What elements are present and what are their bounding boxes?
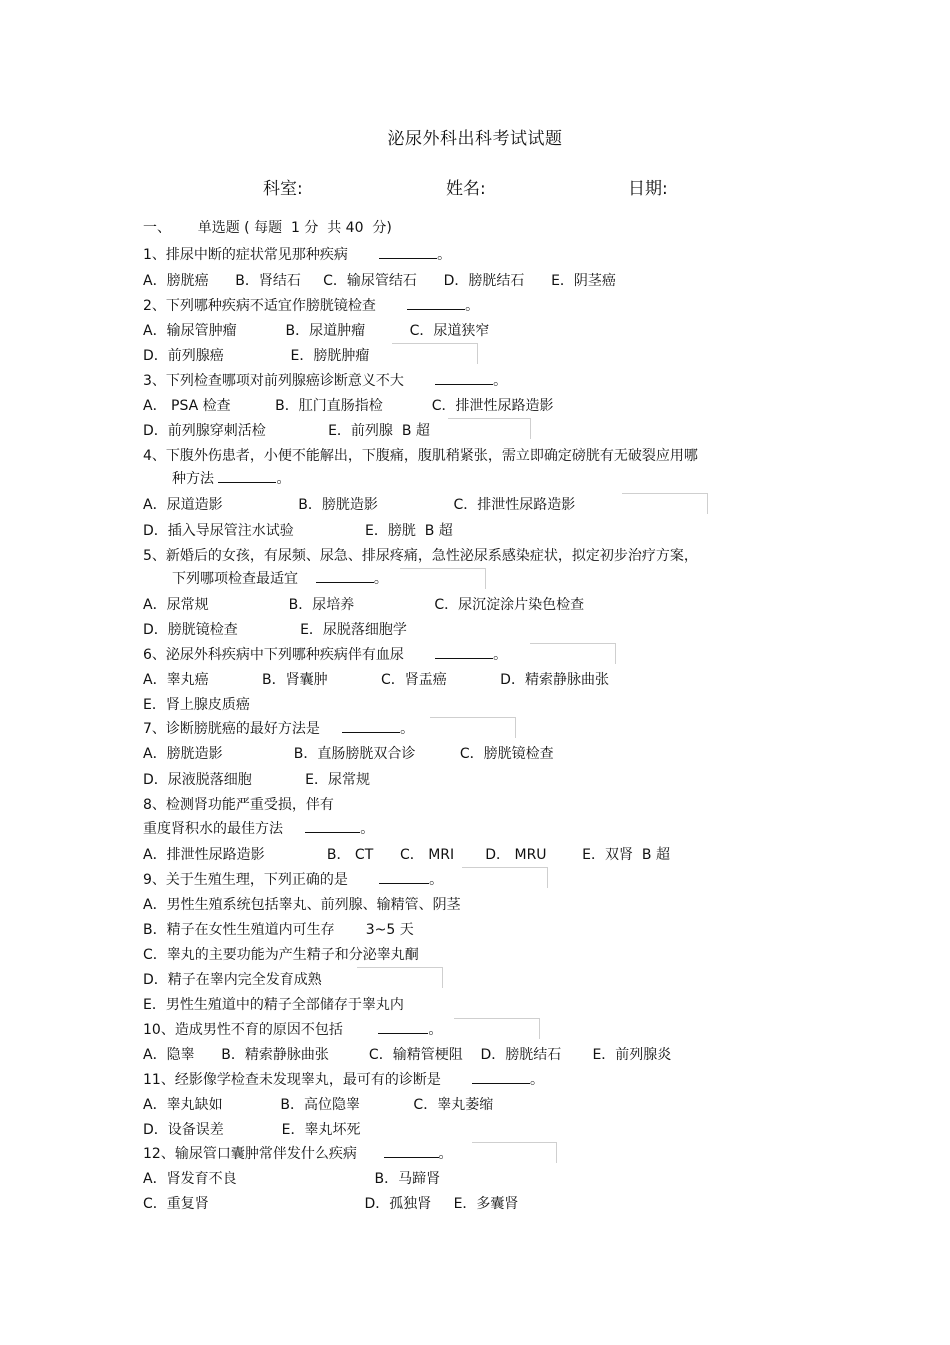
options-6a: A．睾丸癌 B．肾囊肿 C．肾盂癌 D．精索静脉曲张 [143,672,609,688]
answer-box [400,568,486,589]
question-7: 7、诊断膀胱癌的最好方法是 。 [143,721,415,737]
answer-blank [435,646,493,659]
options-12a: A．肾发育不良 B．马蹄肾 [143,1171,441,1187]
question-11: 11、经影像学检查未发现睾丸，最可有的诊断是 。 [143,1072,544,1088]
options-5b: D．膀胱镜检查 E．尿脱落细胞学 [143,622,407,638]
answer-box [462,867,548,888]
options-4b: D．插入导尿管注水试验 E．膀胱 B 超 [143,523,453,539]
question-9: 9、关于生殖生理，下列正确的是 。 [143,872,444,888]
answer-blank [378,1021,428,1034]
answer-blank [379,871,429,884]
question-5: 5、新婚后的女孩，有尿频、尿急、排尿疼痛，急性泌尿系感染症状，拟定初步治疗方案， [143,548,698,564]
question-12: 12、输尿管口囊肿常伴发什么疾病 。 [143,1146,453,1162]
dept-label: 科室: [263,179,303,199]
options-11b: D．设备误差 E．睾丸坏死 [143,1122,361,1138]
options-3a: A． PSA 检查 B．肛门直肠指检 C．排泄性尿路造影 [143,398,554,414]
answer-blank [218,470,276,483]
options-1: A．膀胱癌 B．肾结石 C．输尿管结石 D．膀胱结石 E．阴茎癌 [143,273,616,289]
options-2a: A．输尿管肿瘤 B．尿道肿瘤 C．尿道狭窄 [143,323,490,339]
options-11a: A．睾丸缺如 B．高位隐睾 C．睾丸萎缩 [143,1097,494,1113]
name-label: 姓名: [446,179,486,199]
option-9c: C．睾丸的主要功能为产生精子和分泌睾丸酮 [143,947,419,963]
answer-blank [435,372,493,385]
answer-blank [342,720,400,733]
question-6: 6、泌尿外科疾病中下列哪种疾病伴有血尿 。 [143,647,508,663]
answer-box [392,343,478,364]
question-2: 2、下列哪种疾病不适宜作膀胱镜检查 。 [143,298,480,314]
answer-box [454,1018,540,1039]
option-9e: E．男性生殖道中的精子全部储存于睾丸内 [143,997,404,1013]
options-7a: A．膀胱造影 B．直肠膀胱双合诊 C．膀胱镜检查 [143,746,554,762]
options-12b: C．重复肾 D．孤独肾 E．多囊肾 [143,1196,519,1212]
options-7b: D．尿液脱落细胞 E．尿常规 [143,772,371,788]
question-10: 10、造成男性不育的原因不包括 。 [143,1022,443,1038]
question-4-cont: 种方法 。 [172,471,291,487]
question-8: 8、检测肾功能严重受损，伴有 [143,797,334,813]
question-8-cont: 重度肾积水的最佳方法 。 [143,821,375,837]
answer-blank [472,1071,530,1084]
answer-box [448,418,531,439]
page-title: 泌尿外科出科考试试题 [387,129,563,149]
answer-blank [384,1145,439,1158]
answer-box [357,967,443,988]
options-5a: A．尿常规 B．尿培养 C．尿沉淀涂片染色检查 [143,597,585,613]
answer-box [430,717,516,738]
question-1: 1、排尿中断的症状常见那种疾病 。 [143,247,452,263]
question-5-cont: 下列哪项检查最适宜 。 [172,571,388,587]
options-6b: E．肾上腺皮质癌 [143,697,250,713]
answer-box [530,643,616,664]
date-label: 日期: [628,179,668,199]
option-9d: D．精子在睾内完全发育成熟 [143,972,322,988]
option-9a: A．男性生殖系统包括睾丸、前列腺、输精管、阴茎 [143,897,461,913]
answer-blank [379,246,437,259]
options-2b: D．前列腺癌 E．膀胱肿瘤 [143,348,370,364]
option-9b: B．精子在女性生殖道内可生存 3~5 天 [143,922,414,938]
answer-blank [407,297,465,310]
answer-blank [305,820,360,833]
section-heading: 一、 单选题 ( 每题 1 分 共 40 分) [143,220,392,236]
answer-blank [316,570,374,583]
options-10: A．隐睾 B．精索静脉曲张 C．输精管梗阻 D．膀胱结石 E．前列腺炎 [143,1047,672,1063]
question-3: 3、下列检查哪项对前列腺癌诊断意义不大 。 [143,373,508,389]
answer-box [472,1142,557,1163]
answer-box [622,493,708,514]
options-4a: A．尿道造影 B．膀胱造影 C．排泄性尿路造影 [143,497,576,513]
options-8: A．排泄性尿路造影 B． CT C． MRI D． MRU E．双肾 B 超 [143,847,670,863]
options-3b: D．前列腺穿刺活检 E．前列腺 B 超 [143,423,430,439]
question-4: 4、下腹外伤患者，小便不能解出，下腹痛，腹肌稍紧张，需立即确定磅胱有无破裂应用哪 [143,448,698,464]
